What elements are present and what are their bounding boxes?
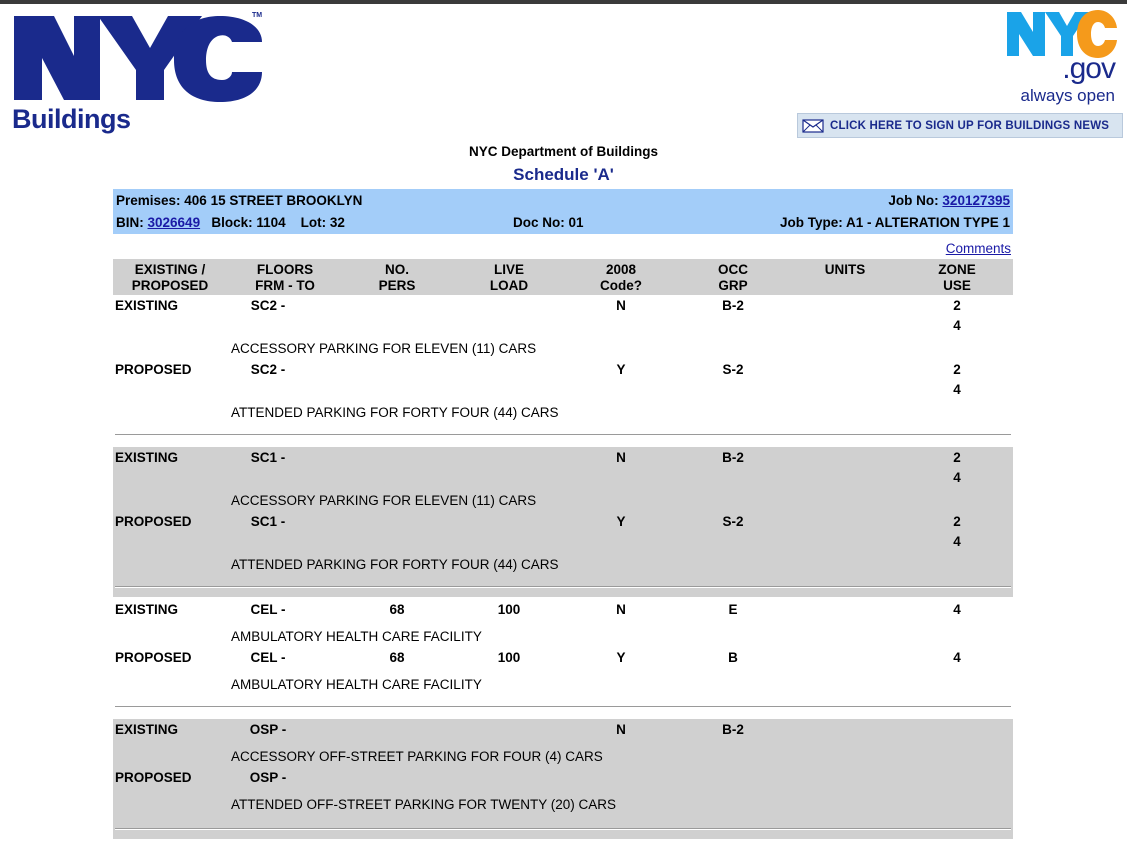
- row-zone: 4: [953, 650, 961, 665]
- row-zone: 4: [953, 382, 961, 397]
- row-floor: SC2 -: [250, 298, 286, 313]
- nycgov-logo[interactable]: [1001, 8, 1119, 108]
- job-number-field: [888, 193, 1010, 208]
- dob-buildings-logo[interactable]: [12, 12, 272, 134]
- row-divider: [115, 586, 1011, 588]
- row-occ: S-2: [722, 514, 744, 529]
- nycgov-gov-text: .gov: [1062, 52, 1115, 85]
- row-zone: 4: [953, 534, 961, 549]
- row-code: N: [616, 602, 626, 617]
- row-load: 100: [497, 650, 521, 665]
- row-occ: E: [728, 602, 738, 617]
- col-header-zone-use: ZONE USE: [938, 262, 976, 293]
- bin-label: BIN:: [116, 215, 144, 230]
- row-pers: 68: [389, 650, 405, 665]
- job-number-label: Job No:: [888, 193, 939, 208]
- col-header-existing-proposed: EXISTING / PROPOSED: [131, 262, 209, 293]
- row-code: Y: [616, 650, 626, 665]
- row-zone: 4: [953, 318, 961, 333]
- row-floor: SC1 -: [250, 450, 286, 465]
- row-zone: 2: [953, 450, 961, 465]
- col-header-floors: FLOORS FRM - TO: [255, 262, 315, 293]
- row-type: PROPOSED: [115, 514, 192, 529]
- row-load: 100: [497, 602, 521, 617]
- row-type: PROPOSED: [115, 650, 192, 665]
- row-occ: S-2: [722, 362, 744, 377]
- bin-link[interactable]: 3026649: [147, 215, 201, 230]
- row-divider: [115, 434, 1011, 436]
- row-floor: OSP -: [249, 722, 287, 737]
- row-type: EXISTING: [115, 602, 179, 617]
- col-header-live-load: LIVE LOAD: [489, 262, 529, 293]
- row-occ: B-2: [722, 298, 744, 313]
- row-floor: CEL -: [250, 602, 286, 617]
- buildings-news-signup-link[interactable]: [797, 113, 1123, 138]
- row-zone: 2: [953, 362, 961, 377]
- row-type: EXISTING: [115, 450, 179, 465]
- schedule-group: [113, 447, 1013, 597]
- row-divider: [115, 828, 1011, 830]
- comments-link[interactable]: Comments: [945, 241, 1011, 256]
- row-description: AMBULATORY HEALTH CARE FACILITY: [231, 629, 482, 644]
- row-floor: CEL -: [250, 650, 286, 665]
- job-type: Job Type: A1 - ALTERATION TYPE 1: [779, 215, 1010, 230]
- signup-label: CLICK HERE TO SIGN UP FOR BUILDINGS NEWS: [830, 119, 1110, 132]
- row-description: ATTENDED PARKING FOR FORTY FOUR (44) CARS: [231, 557, 559, 572]
- row-floor: SC1 -: [250, 514, 286, 529]
- row-type: EXISTING: [115, 298, 179, 313]
- row-description: ATTENDED PARKING FOR FORTY FOUR (44) CARS: [231, 405, 559, 420]
- schedule-group: [113, 719, 1013, 839]
- job-number-link[interactable]: 320127395: [942, 193, 1010, 208]
- row-occ: B-2: [722, 450, 744, 465]
- row-code: Y: [616, 362, 626, 377]
- schedule-table-header: [113, 259, 1013, 295]
- row-zone: 4: [953, 470, 961, 485]
- row-pers: 68: [389, 602, 405, 617]
- row-floor: OSP -: [249, 770, 287, 785]
- envelope-icon: [802, 119, 824, 133]
- row-divider: [115, 706, 1011, 708]
- row-type: PROPOSED: [115, 362, 192, 377]
- row-zone: 2: [953, 514, 961, 529]
- col-header-2008-code: 2008 Code?: [600, 262, 642, 293]
- schedule-group: [113, 599, 1013, 699]
- row-code: Y: [616, 514, 626, 529]
- row-description: ACCESSORY PARKING FOR ELEVEN (11) CARS: [231, 341, 537, 356]
- row-type: PROPOSED: [115, 770, 192, 785]
- row-description: AMBULATORY HEALTH CARE FACILITY: [231, 677, 482, 692]
- row-description: ACCESSORY PARKING FOR ELEVEN (11) CARS: [231, 493, 537, 508]
- department-title: NYC Department of Buildings: [468, 144, 658, 159]
- schedule-title: Schedule 'A': [513, 165, 614, 184]
- row-description: ACCESSORY OFF-STREET PARKING FOR FOUR (4) CARS: [231, 749, 603, 764]
- row-code: N: [616, 298, 626, 313]
- row-type: EXISTING: [115, 722, 179, 737]
- premises-address: Premises: 406 15 STREET BROOKLYN: [116, 193, 363, 208]
- row-description: ATTENDED OFF-STREET PARKING FOR TWENTY (20) CARS: [231, 797, 617, 812]
- premises-info-bar: [113, 189, 1013, 234]
- col-header-occ-grp: OCC GRP: [718, 262, 748, 293]
- row-floor: SC2 -: [250, 362, 286, 377]
- row-occ: B: [728, 650, 738, 665]
- row-zone: 4: [953, 602, 961, 617]
- lot-number: Lot: 32: [300, 215, 345, 230]
- col-header-units: UNITS: [824, 262, 866, 277]
- nycgov-tagline: always open: [1020, 86, 1115, 105]
- row-code: N: [616, 722, 626, 737]
- block-number: Block: 1104: [211, 215, 286, 230]
- doc-number: Doc No: 01: [513, 215, 584, 230]
- bin-block-lot: [116, 215, 345, 230]
- row-zone: 2: [953, 298, 961, 313]
- trademark-mark: TM: [252, 12, 263, 19]
- row-code: N: [616, 450, 626, 465]
- row-occ: B-2: [722, 722, 744, 737]
- col-header-no-pers: NO. PERS: [378, 262, 416, 293]
- schedule-group: [113, 295, 1013, 427]
- nyc-logo-mark: [12, 12, 272, 104]
- buildings-wordmark: Buildings: [12, 104, 131, 134]
